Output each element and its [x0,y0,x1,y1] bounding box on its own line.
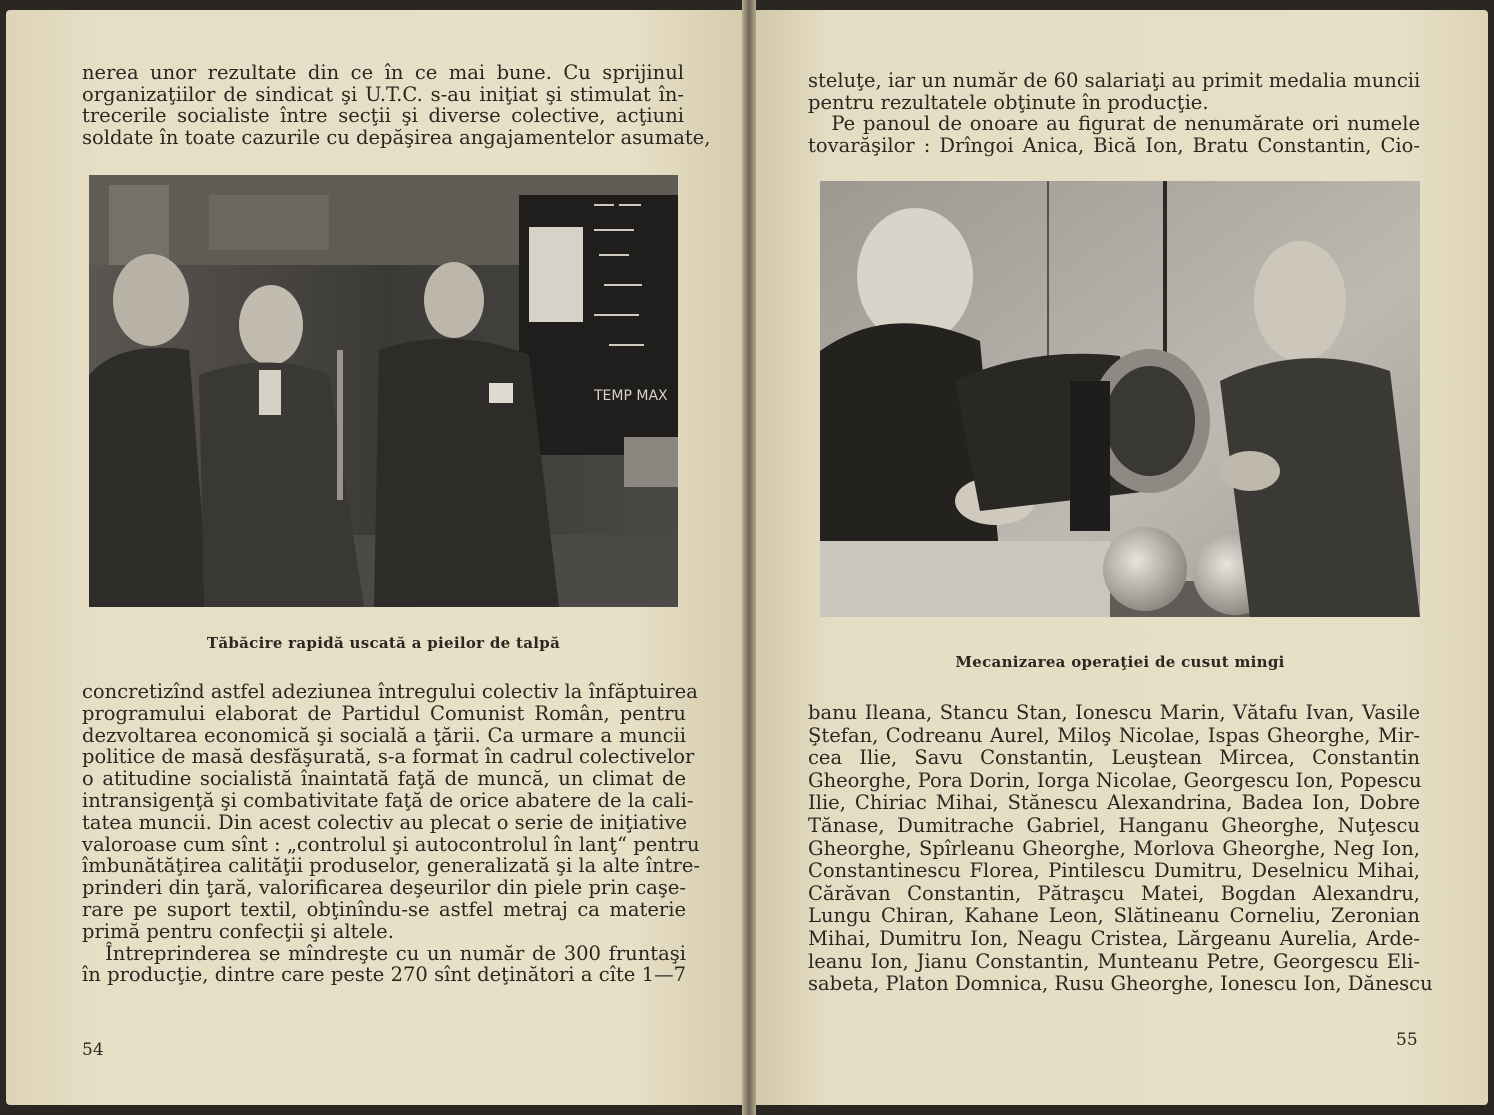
text-line: prinderi din ţară, valorificarea deşeurilor din piele prin caşe- [82,876,686,900]
text-line: Pe panoul de onoare au figurat de nenumărate ori numele [808,112,1420,136]
text-line: Gheorghe, Pora Dorin, Iorga Nicolae, Georgescu Ion, Popescu [808,768,1422,792]
text-line: tovarăşilor : Drîngoi Anica, Bică Ion, Bratu Constantin, Cio- [808,133,1420,157]
text-line: tatea muncii. Din acest colectiv au plecat o serie de iniţiative [82,810,688,834]
text-line: primă pentru confecţii şi altele. [82,919,394,943]
text-line: nerea unor rezultate din ce în ce mai bune. Cu sprijinul [82,61,684,84]
right-page [756,10,1488,1105]
text-line: valoroase cum sînt : „controlul şi autocontrolul în lanţ“ pentru [82,832,700,856]
text-line: o atitudine socialistă înaintată faţă de muncă, un climat de [82,767,686,791]
right-photo-caption: Mecanizarea operaţiei de cusut mingi [955,653,1285,671]
text-line: sabeta, Platon Domnica, Rusu Gheorghe, Ionescu Ion, Dănescu [808,972,1433,996]
left-photo-caption: Tăbăcire rapidă uscată a pieilor de talpă [206,634,561,652]
left-page [6,10,742,1105]
text-line: Ilie, Chiriac Mihai, Stănescu Alexandrina, Badea Ion, Dobre [808,791,1420,815]
text-line: programului elaborat de Partidul Comunist Român, pentru [82,701,686,725]
text-line: Gheorghe, Spîrleanu Gheorghe, Morlova Gheorghe, Neg Ion, [808,836,1420,860]
text-line: dezvoltarea economică şi socială a ţării. Ca urmare a muncii [82,723,686,747]
text-line: politice de masă desfăşurată, s-a format în cadrul colectivelor [82,745,695,769]
text-line: concretizînd astfel adeziunea întregului colectiv la înfăptuirea [82,680,698,703]
text-line: soldate în toate cazurile cu depăşirea angajamentelor asumate, [82,125,711,149]
text-line: organizaţiilor de sindicat şi U.T.C. s-au iniţiat şi stimulat în- [82,82,684,106]
right-top-paragraph [808,70,1420,156]
text-line: în producţie, dintre care peste 270 sînt deţinători a cîte 1—7 [82,963,686,987]
text-line: intransigenţă şi combativitate faţă de orice abatere de la cali- [82,788,694,812]
text-line: Mihai, Dumitru Ion, Neagu Cristea, Lărgeanu Aurelia, Arde- [808,926,1420,950]
text-line: pentru rezultatele obţinute în producţie. [808,90,1209,114]
text-line: leanu Ion, Jianu Constantin, Munteanu Petre, Georgescu Eli- [808,949,1420,973]
photo-tanning [89,175,678,607]
photo-tanning-image [89,175,678,607]
page-number-left: 54 [82,1040,104,1060]
text-line: trecerile socialiste între secţii şi diverse colective, acţiuni [82,104,684,128]
left-bottom-paragraph [82,680,700,987]
text-line: Tănase, Dumitrache Gabriel, Hanganu Gheorghe, Nuţescu [808,813,1420,837]
text-line: cea Ilie, Savu Constantin, Leuştean Mircea, Constantin [808,746,1420,770]
text-line: steluţe, iar un număr de 60 salariaţi au primit medalia muncii [808,69,1421,92]
right-bottom-paragraph [808,701,1433,996]
text-line: banu Ileana, Stancu Stan, Ionescu Marin, Vătafu Ivan, Vasile [808,701,1420,724]
photo-ball-sewing [820,181,1420,617]
text-line: Întreprinderea se mîndreşte cu un număr de 300 fruntaşi [82,941,686,965]
photo-ball-sewing-image [820,181,1420,617]
text-line: Ştefan, Codreanu Aurel, Miloş Nicolae, Ispas Gheorghe, Mir- [808,723,1420,747]
text-line: îmbunătăţirea calităţii produselor, generalizată şi la alte între- [82,854,700,878]
photo-sign: TEMP MAX [594,388,668,404]
page-number-right: 55 [1396,1030,1418,1050]
text-line: Lungu Chiran, Kahane Leon, Slătineanu Corneliu, Zeronian [808,904,1420,928]
text-line: Constantinescu Florea, Pintilescu Dumitru, Deselnicu Mihai, [808,859,1420,883]
text-line: Cărăvan Constantin, Pătraşcu Matei, Bogdan Alexandru, [808,881,1420,905]
left-top-paragraph [82,61,711,149]
book-gutter [742,0,756,1115]
text-line: rare pe suport textil, obţinîndu-se astfel metraj ca materie [82,897,686,921]
